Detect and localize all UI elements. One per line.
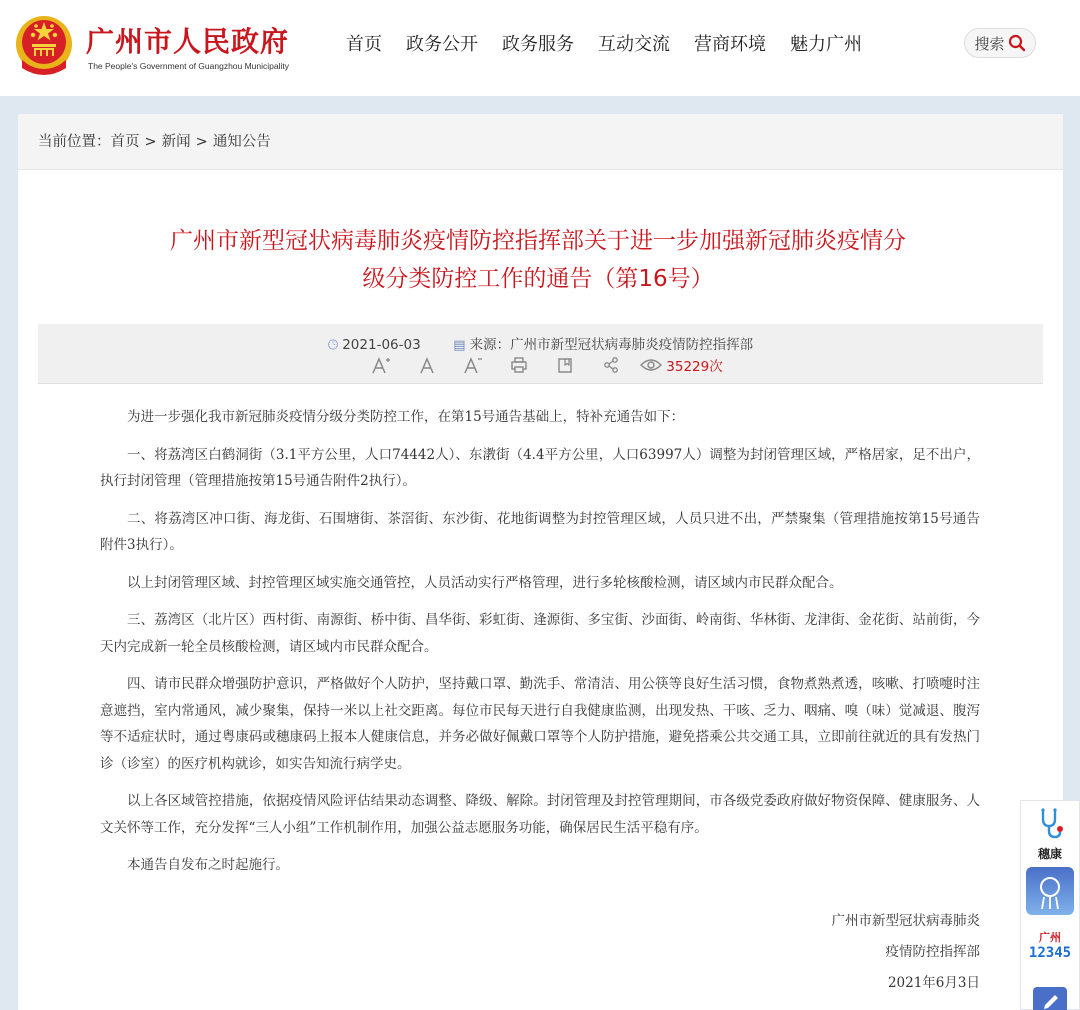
print-button[interactable] (496, 356, 542, 375)
signature-line: 疫情防控指挥部 (885, 944, 980, 960)
floating-sidebar (1020, 800, 1080, 1010)
site-name-en: The People's Government of Guangzhou Municipality (88, 61, 290, 71)
breadcrumb-prefix: 当前位置： (38, 134, 111, 150)
signature-line: 广州市新型冠状病毒肺炎 (831, 913, 980, 929)
font-default-button[interactable] (404, 356, 450, 375)
article-body (100, 404, 980, 890)
share-icon (602, 356, 620, 374)
breadcrumb-notices[interactable]: 通知公告 (212, 134, 271, 150)
app-logo-icon (1026, 867, 1074, 915)
article-toolbar (38, 355, 1043, 375)
search-icon (1008, 34, 1026, 52)
breadcrumb (18, 114, 1063, 170)
article-paragraph: 以上封闭管理区域、封控管理区域实施交通管控，人员活动实行严格管理，进行多轮核酸检测，请区域内市民群众配合。 (127, 574, 843, 591)
hotline-12345-link[interactable] (1021, 929, 1079, 961)
content-panel (18, 114, 1063, 1010)
nav-gov-services[interactable]: 政务服务 (502, 34, 574, 55)
site-header (0, 0, 1080, 96)
article-paragraph: 一、将荔湾区白鹤洞街（3.1平方公里，人口74442人）、东漖街（4.4平方公里，人口63997人）调整为封闭管理区域，严格居家，足不出户，执行封闭管理（管理措施按第15号通告附件2执行）。 (100, 446, 980, 489)
site-name[interactable]: 广州市人民政府 (86, 25, 290, 58)
nav-home[interactable]: 首页 (346, 34, 382, 55)
favorite-button[interactable] (542, 356, 588, 375)
health-stethoscope-icon (1034, 807, 1066, 841)
article-title-line2: 级分类防控工作的通告（第16号） (362, 266, 714, 292)
font-decrease-button[interactable] (450, 356, 496, 375)
breadcrumb-separator: > (144, 134, 157, 150)
font-increase-icon (371, 356, 391, 374)
article-paragraph: 四、请市民群众增强防护意识，严格做好个人防护，坚持戴口罩、勤洗手、常清洁、用公筷等良好生活习惯，食物煮熟煮透，咳嗽、打喷嚏时注意遮挡，室内常通风，减少聚集，保持一米以上社交距离。每位市民每天进行自我健康监测，出现发热、干咳、乏力、咽痛、嗅（味）觉减退、腹泻等不适症状时，通过粤康码或穗康码上报本人健康信息，并务必做好佩戴口罩等个人防护措施，避免搭乘公共交通工具，立即前往就近的具有发热门诊（诊室）的医疗机构就诊，如实告知流行病学史。 (100, 676, 980, 772)
nav-gov-affairs-open[interactable]: 政务公开 (406, 34, 478, 55)
article-paragraph: 本通告自发布之时起施行。 (127, 857, 289, 873)
article-paragraph: 为进一步强化我市新冠肺炎疫情分级分类防控工作，在第15号通告基础上，特补充通告如下： (127, 409, 685, 425)
hotline-city: 广州 (1039, 931, 1061, 944)
suikang-link[interactable] (1021, 807, 1079, 862)
hotline-number: 12345 (1028, 945, 1072, 961)
nav-interaction[interactable]: 互动交流 (598, 34, 670, 55)
font-decrease-icon (463, 356, 483, 374)
article-meta-bar (38, 324, 1043, 384)
view-count (640, 355, 722, 375)
search-label: 搜索 (974, 34, 1005, 53)
pencil-icon (1033, 987, 1067, 1010)
signature-date: 2021年6月3日 (887, 975, 980, 991)
breadcrumb-news[interactable]: 新闻 (161, 134, 191, 150)
article-paragraph: 以上各区域管控措施，依据疫情风险评估结果动态调整、降级、解除。封闭管理及封控管理期间，市各级党委政府做好物资保障、健康服务、人文关怀等工作，充分发挥“三人小组”工作机制作用，加强公益志愿服务功能，确保居民生活平稳有序。 (100, 793, 980, 836)
search-button[interactable] (964, 28, 1036, 58)
share-button[interactable] (588, 356, 634, 375)
clock-icon: 🕒︎ (327, 338, 339, 353)
article-signature (832, 906, 981, 999)
document-icon: ▤ (453, 338, 466, 353)
article-source: 来源：广州市新型冠状病毒肺炎疫情防控指挥部 (469, 337, 754, 353)
article-title (108, 222, 968, 298)
nav-charm-guangzhou[interactable]: 魅力广州 (790, 34, 862, 55)
publish-date: 2021-06-03 (342, 337, 421, 353)
breadcrumb-home[interactable]: 首页 (110, 134, 140, 150)
nav-business-environment[interactable]: 营商环境 (694, 34, 766, 55)
article-paragraph: 二、将荔湾区冲口街、海龙街、石围塘街、茶滘街、东沙街、花地街调整为封控管理区域，人员只进不出，严禁聚集（管理措施按第15号通告附件3执行）。 (100, 510, 980, 553)
breadcrumb-separator: > (195, 134, 208, 150)
national-emblem-icon[interactable] (12, 12, 76, 82)
bookmark-icon (556, 356, 574, 374)
suihaoban-app-icon[interactable] (1026, 867, 1074, 915)
article-title-line1: 广州市新型冠状病毒肺炎疫情防控指挥部关于进一步加强新冠肺炎疫情分 (170, 228, 906, 254)
font-increase-button[interactable] (358, 356, 404, 375)
suikang-label: 穗康 (1037, 847, 1062, 861)
article-paragraph: 三、荔湾区（北片区）西村街、南源街、桥中街、昌华街、彩虹街、逢源街、多宝街、沙面街、岭南街、华林街、龙津街、金花街、站前街，今天内完成新一轮全员核酸检测，请区域内市民群众配合。 (100, 612, 980, 655)
view-count-value: 35229次 (666, 359, 723, 375)
font-default-icon (419, 356, 435, 374)
main-nav (346, 30, 886, 56)
eye-icon (640, 358, 662, 372)
article-meta-info (38, 333, 1043, 353)
printer-icon (510, 356, 528, 374)
feedback-edit-icon[interactable] (1033, 987, 1067, 1010)
